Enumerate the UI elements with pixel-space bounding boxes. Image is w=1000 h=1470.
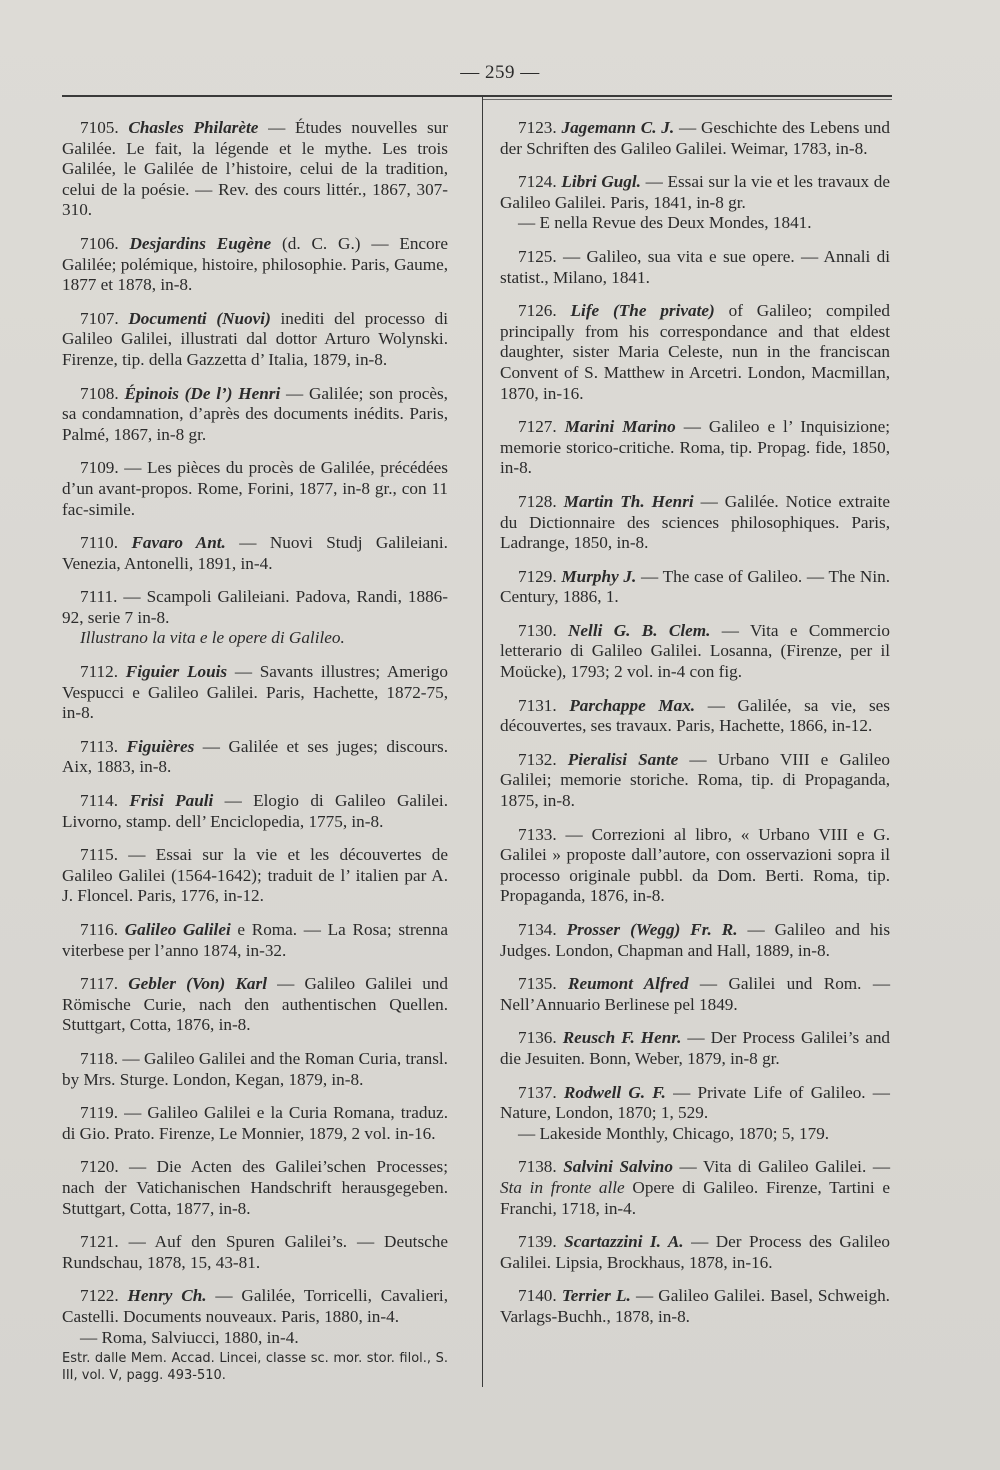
entry-number: 7133. <box>518 824 566 844</box>
entry-number: 7135. <box>518 974 569 994</box>
entry-author: Henry Ch. <box>127 1286 207 1306</box>
entry-number: 7114. <box>80 791 130 811</box>
bibliography-entry <box>62 1103 448 1144</box>
entry-number: 7120. <box>80 1157 130 1177</box>
entry-italic-text: Sta in fronte alle <box>500 1177 625 1197</box>
entry-author: Documenti (Nuovi) <box>128 308 271 328</box>
entry-number: 7131. <box>518 695 570 715</box>
entry-text: — Essai sur la vie et les découvertes de Galileo Galilei (1564-1642); traduit de l’ italien par A. J. Floncel. Paris, 1776, in-12. <box>62 845 448 906</box>
entry-author: Reumont Alfred <box>568 974 689 994</box>
bibliography-entry <box>62 845 448 907</box>
entry-number: 7107. <box>80 308 129 328</box>
entry-text: e Roma. — La Rosa; strenna viterbese per l’anno 1874, in-32. <box>62 920 448 960</box>
entry-number: 7139. <box>518 1232 565 1252</box>
entry-number: 7123. <box>518 118 562 137</box>
entry-text: — Der Process des Galileo Galilei. Lipsia, Brockhaus, 1878, in-16. <box>500 1232 891 1272</box>
entry-author: Reusch F. Henr. <box>562 1028 682 1048</box>
entry-text: — Galileo and his Judges. London, Chapman and Hall, 1889, in-8. <box>500 920 891 960</box>
entry-text: — Correzioni al libro, « Urbano VIII e G. Galilei » proposte dall’autore, con osservazioni sopra il processo originale pubbl. da Dom. Berti. Roma, tip. Propaganda, 1876, in-8. <box>500 824 890 906</box>
entry-text: — Galilée; son procès, sa condamnation, d’après des documents inédits. Paris, Palmé, 1867, in-8 gr. <box>62 383 448 444</box>
entry-author: Chasles Philarète <box>128 118 259 137</box>
bibliography-entry <box>62 1232 448 1273</box>
entry-text: — Galileo e l’ Inquisizione; memorie storico-critiche. Roma, tip. Propag. fide, 1850, in-8. <box>500 417 890 478</box>
bibliography-entry <box>62 1157 448 1219</box>
entry-author: Salvini Salvino <box>563 1157 673 1177</box>
entry-number: 7125. <box>518 246 563 266</box>
entry-author: Figuières <box>126 736 195 756</box>
entry-author: Life (The private) <box>570 301 715 321</box>
header-rule <box>62 95 892 97</box>
bibliography-entry <box>62 309 448 371</box>
entry-text: — Galileo Galilei und Römische Curie, nach den authentischen Quellen. Stuttgart, Cotta, 1876, in-8. <box>62 974 448 1035</box>
entry-number: 7116. <box>80 920 125 939</box>
bibliography-entry <box>500 974 890 1015</box>
entry-text: — Les pièces du procès de Galilée, précédées d’un avant-propos. Rome, Forini, 1877, in-8 gr., con 11 fac-simile. <box>62 458 448 519</box>
entry-number: 7117. <box>80 974 129 994</box>
entry-author: Marini Marino <box>564 417 676 437</box>
entry-footnote: Estr. dalle Mem. Accad. Lincei, classe sc. mor. stor. filol., S. III, vol. V, pagg. 493-510. <box>62 1351 448 1384</box>
entry-number: 7118. <box>80 1048 123 1068</box>
entry-number: 7132. <box>518 749 568 769</box>
bibliography-entry <box>500 1286 890 1327</box>
entry-author: Desjardins Eugène <box>129 233 272 253</box>
entry-text: — Galilée et ses juges; discours. Aix, 1883, in-8. <box>62 736 448 777</box>
entry-number: 7109. <box>80 458 125 478</box>
entry-author: Parchappe Max. <box>569 695 696 715</box>
bibliography-entry <box>500 118 890 159</box>
entry-author: Murphy J. <box>561 566 637 586</box>
entry-text: of Galileo; compiled principally from his correspondance and that eldest daughter, sister Maria Celeste, nun in the franciscan Convent of S. Matthew in Arcetri. London, Macmillan, 1870, in-16. <box>500 301 891 403</box>
entry-number: 7128. <box>518 491 564 511</box>
bibliography-entry <box>500 247 890 288</box>
entry-author: Jagemann C. J. <box>561 118 675 137</box>
bibliography-entry <box>500 301 890 404</box>
entry-text: — Auf den Spuren Galilei’s. — Deutsche Rundschau, 1878, 15, 43-81. <box>62 1232 448 1272</box>
entry-author: Pieralisi Sante <box>567 749 679 769</box>
entry-author: Terrier L. <box>561 1286 631 1306</box>
entry-text-tail: Opere di Galileo. Firenze, Tartini e Franchi, 1718, in-4. <box>500 1177 890 1218</box>
entry-author: Rodwell G. F. <box>563 1082 666 1102</box>
entry-number: 7119. <box>80 1103 125 1123</box>
entry-author: Nelli G. B. Clem. <box>568 620 711 640</box>
entry-author: Figuier Louis <box>125 662 228 682</box>
bibliography-entry <box>62 587 448 649</box>
entry-number: 7129. <box>518 566 562 586</box>
entry-italic-note: Illustrano la vita e le opere di Galileo. <box>80 628 345 648</box>
header-rule-secondary <box>482 99 892 100</box>
entry-author: Favaro Ant. <box>131 533 226 553</box>
bibliography-entry <box>500 696 890 737</box>
entry-number: 7136. <box>518 1028 563 1048</box>
bibliography-entry <box>62 533 448 574</box>
entry-author: Scartazzini I. A. <box>564 1232 684 1252</box>
left-column <box>62 118 448 1397</box>
entry-number: 7140. <box>518 1286 562 1306</box>
entry-text: — The case of Galileo. — The Nin. Century, 1886, 1. <box>500 566 891 607</box>
entry-extra-line: — E nella Revue des Deux Mondes, 1841. <box>518 213 812 233</box>
entry-extra-line: — Roma, Salviucci, 1880, in-4. <box>80 1327 299 1347</box>
bibliography-entry <box>500 621 890 683</box>
entry-number: 7110. <box>80 533 132 553</box>
bibliography-entry <box>500 920 890 961</box>
bibliography-entry <box>62 234 448 296</box>
entry-text: — Vita e Commercio letterario di Galileo Galilei. Losanna, (Firenze, per il Moücke), 1793; 2 vol. in-4 con fig. <box>500 620 890 682</box>
bibliography-entry <box>62 791 448 832</box>
bibliography-entry <box>500 1028 890 1069</box>
entry-text: — Der Process Galilei’s and die Jesuiten. Bonn, Weber, 1879, in-8 gr. <box>500 1028 891 1068</box>
entry-author: Libri Gugl. <box>561 172 641 192</box>
bibliography-entry <box>62 1049 448 1090</box>
entry-text: — Galilée, Torricelli, Cavalieri, Castelli. Documents nouveaux. Paris, 1880, in-4. <box>62 1286 448 1326</box>
entry-author: Martin Th. Henri <box>563 491 694 511</box>
entry-text: inediti del processo di Galileo Galilei, illustrati dal dottor Arturo Wolynski. Firenze, tip. della Gazzetta d’ Italia, 1879, in-8. <box>62 308 449 369</box>
entry-text: — Galilei und Rom. — Nell’Annuario Berlinese pel 1849. <box>500 974 891 1014</box>
entry-number: 7126. <box>518 301 571 321</box>
entry-text: — Urbano VIII e Galileo Galilei; memorie storiche. Roma, tip. di Propaganda, 1875, in-8. <box>500 749 890 811</box>
bibliography-entry <box>62 118 448 221</box>
entry-number: 7108. <box>80 383 125 403</box>
entry-number: 7124. <box>518 172 562 192</box>
entry-text: — Elogio di Galileo Galilei. Livorno, stamp. dell’ Enciclopedia, 1775, in-8. <box>62 791 449 831</box>
entry-text: — Galilée, sa vie, ses découvertes, ses travaux. Paris, Hachette, 1866, in-12. <box>500 695 890 736</box>
entry-author: Gebler (Von) Karl <box>128 974 267 994</box>
entry-text: — Die Acten des Galilei’schen Processes; nach der Vatichanischen Handschrift herausgegeben. Stuttgart, Cotta, 1877, in-8. <box>62 1157 448 1218</box>
right-column <box>500 118 890 1341</box>
entry-text: — Études nouvelles sur Galilée. Le fait, la légende et le mythe. Les trois Galilée, le Galilée de l’histoire, celui de la tradition, celui de la poésie. — Rev. des cours littér., 1867, 307-310. <box>62 118 448 220</box>
entry-number: 7106. <box>80 233 130 253</box>
bibliography-entry <box>500 1083 890 1145</box>
entry-text: — Galileo Galilei. Basel, Schweigh. Varlags-Buchh., 1878, in-8. <box>500 1286 890 1326</box>
bibliography-entry <box>500 825 890 907</box>
entry-number: 7130. <box>518 620 569 640</box>
entry-number: 7115. <box>80 845 129 865</box>
entry-number: 7105. <box>80 118 129 137</box>
entry-number: 7121. <box>80 1232 129 1252</box>
page-number: — 259 — <box>460 62 540 83</box>
entry-number: 7112. <box>80 662 126 682</box>
entry-text: — Savants illustres; Amerigo Vespucci e Galileo Galilei. Paris, Hachette, 1872-75, in-8. <box>62 662 448 723</box>
entry-text: — Essai sur la vie et les travaux de Galileo Galilei. Paris, 1841, in-8 gr. <box>500 172 890 212</box>
bibliography-entry <box>500 750 890 812</box>
entry-author: Galileo Galilei <box>124 920 231 939</box>
bibliography-entry <box>62 458 448 520</box>
bibliography-entry <box>500 172 890 234</box>
entry-number: 7138. <box>518 1157 564 1177</box>
entry-text: — Galileo Galilei and the Roman Curia, transl. by Mrs. Sturge. London, Kegan, 1879, in-8. <box>62 1048 448 1089</box>
entry-extra-line: — Lakeside Monthly, Chicago, 1870; 5, 179. <box>518 1123 830 1143</box>
entry-number: 7111. <box>80 587 124 607</box>
entry-author: Frisi Pauli <box>129 791 214 811</box>
entry-author: Épinois (De l’) Henri <box>124 383 281 403</box>
bibliography-entry <box>62 1286 448 1384</box>
entry-author: Prosser (Wegg) Fr. R. <box>566 920 738 939</box>
bibliography-entry <box>500 1232 890 1273</box>
bibliography-entry <box>62 384 448 446</box>
bibliography-entry <box>62 662 448 724</box>
entry-text: — Private Life of Galileo. — Nature, London, 1870; 1, 529. <box>500 1082 890 1123</box>
entry-number: 7122. <box>80 1286 128 1306</box>
bibliography-entry <box>62 920 448 961</box>
entry-text: — Scampoli Galileiani. Padova, Randi, 1886-92, serie 7 in-8. <box>62 587 448 627</box>
bibliography-entry <box>62 737 448 778</box>
bibliography-entry <box>500 567 890 608</box>
entry-text: — Galileo Galilei e la Curia Romana, traduz. di Gio. Prato. Firenze, Le Monnier, 1879, 2 vol. in-16. <box>62 1103 448 1143</box>
entry-number: 7137. <box>518 1082 564 1102</box>
bibliography-entry <box>500 492 890 554</box>
column-divider <box>482 97 483 1387</box>
entry-text: — Galileo, sua vita e sue opere. — Annali di statist., Milano, 1841. <box>500 246 891 287</box>
bibliography-entry <box>500 1157 890 1219</box>
entry-text: — Nuovi Studj Galileiani. Venezia, Antonelli, 1891, in-4. <box>62 533 448 573</box>
entry-text: — Vita di Galileo Galilei. — <box>672 1157 891 1177</box>
entry-number: 7127. <box>518 417 565 437</box>
entry-text: — Galilée. Notice extraite du Dictionnaire des sciences philosophiques. Paris, Ladrange, 1850, in-8. <box>500 491 891 553</box>
entry-text: — Geschichte des Lebens und der Schriften des Galileo Galilei. Weimar, 1783, in-8. <box>500 118 890 158</box>
bibliography-entry <box>500 417 890 479</box>
entry-number: 7113. <box>80 736 127 756</box>
entry-number: 7134. <box>518 920 567 939</box>
entry-text: (d. C. G.) — Encore Galilée; polémique, histoire, philosophie. Paris, Gaume, 1877 et 1878, in-8. <box>62 233 449 295</box>
bibliography-entry <box>62 974 448 1036</box>
